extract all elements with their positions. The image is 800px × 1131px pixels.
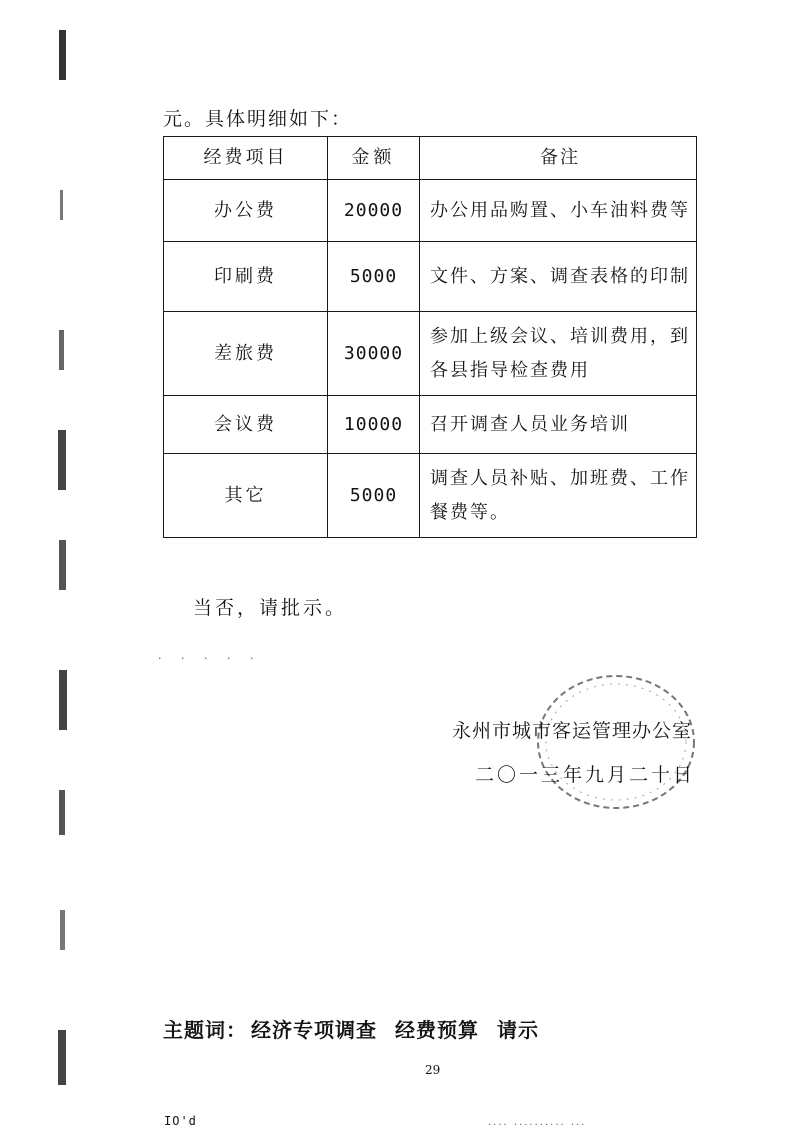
cell-item: 办公费 [164,180,328,242]
cell-note: 召开调查人员业务培训 [420,396,697,454]
scan-edge-artifact [56,30,70,1090]
closing-request: 当否，请批示。 [193,597,348,619]
cell-amount: 30000 [328,312,420,396]
intro-text: 元。具体明细如下： [163,108,353,130]
fax-mark: IO'd [164,1114,197,1128]
table-row [164,312,697,396]
cell-note: 文件、方案、调查表格的印制 [420,242,697,312]
table-row [164,396,697,454]
cell-note: 调查人员补贴、加班费、工作餐费等。 [420,454,697,538]
budget-table [163,136,697,538]
cell-note: 参加上级会议、培训费用，到各县指导检查费用 [420,312,697,396]
cell-amount: 5000 [328,242,420,312]
header-amount: 金额 [328,137,420,180]
cell-amount: 5000 [328,454,420,538]
header-item: 经费项目 [164,137,328,180]
table-row [164,180,697,242]
cell-item: 其它 [164,454,328,538]
subject-keywords [163,1014,557,1043]
table-row [164,454,697,538]
keywords-label: 主题词： [163,1018,247,1042]
keyword-term: 请示 [497,1018,539,1042]
cell-note: 办公用品购置、小车油料费等 [420,180,697,242]
table-row [164,242,697,312]
sender-organization: 永州市城市客运管理办公室 [452,720,693,742]
table-header-row [164,137,697,180]
cell-item: 差旅费 [164,312,328,396]
cell-amount: 10000 [328,396,420,454]
cell-item: 会议费 [164,396,328,454]
header-note: 备注 [420,137,697,180]
cell-amount: 20000 [328,180,420,242]
fax-footer-artifact: ···· ·········· ··· [488,1120,587,1131]
scan-dots: · · · · · [158,652,262,665]
page-number: 29 [425,1063,441,1077]
keyword-term: 经济专项调查 [251,1018,377,1042]
cell-item: 印刷费 [164,242,328,312]
keyword-term: 经费预算 [395,1018,479,1042]
document-date: 二〇一三年九月二十日 [475,764,696,786]
